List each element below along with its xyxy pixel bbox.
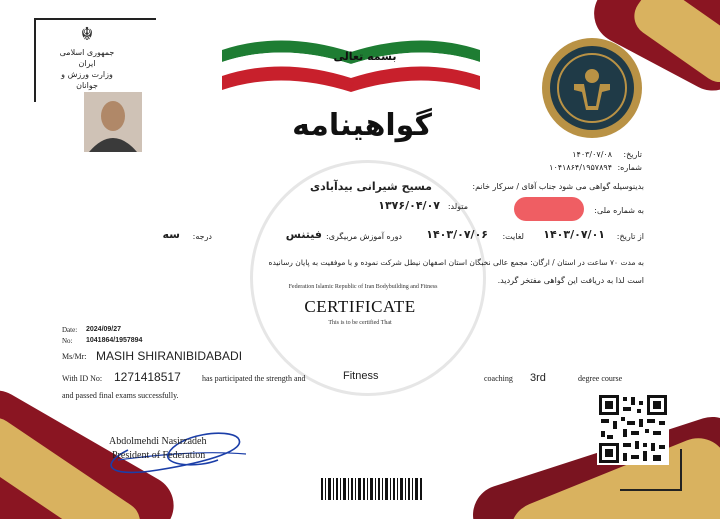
fa-recipient-label: بدینوسیله گواهی می شود جناب آقای / سرکار خانم:: [472, 182, 644, 191]
en-coaching: coaching: [484, 374, 513, 383]
fa-recipient-name: مسیح شیرانی بیدآبادی: [310, 180, 432, 193]
qr-code: [597, 393, 669, 465]
president-name: Abdolmehdi Nasirzadeh: [109, 436, 207, 447]
fa-course-value: فیتنس: [285, 228, 322, 241]
en-name-value: MASIH SHIRANIBIDABADI: [96, 349, 243, 363]
en-id-value: 1271418517: [114, 370, 181, 384]
en-date-value: 2024/09/27: [86, 326, 122, 333]
title-persian: گواهینامه: [292, 108, 432, 143]
fa-date-label: تاریخ:: [623, 150, 642, 159]
ministry-line1: جمهوری اسلامی ایران: [59, 48, 115, 68]
en-no-label: No:: [62, 337, 73, 345]
fa-grade-value: سه: [162, 228, 180, 241]
federation-seal: [542, 38, 642, 138]
bodybuilder-logo-icon: [550, 46, 634, 130]
en-participated: has participated the strength and: [202, 374, 306, 383]
iran-emblem-icon: ☬: [80, 24, 94, 45]
ministry-line2: وزارت ورزش و جوانان: [61, 70, 113, 90]
en-no-value: 1041864/1957894: [86, 337, 143, 344]
certificate-title: CERTIFICATE: [304, 297, 416, 316]
fa-number-value: ۱۰۴۱۸۶۴/۱۹۵۷۸۹۴: [549, 163, 612, 172]
president-title: President of Federation: [112, 450, 206, 461]
seal-inner: [550, 46, 634, 130]
fa-body-text: به مدت ۷۰ ساعت در استان / ارگان: مجمع عالی نخبگان استان اصفهان نیطل شرکت نموده و با موفقیت به پایان رسانیده: [268, 258, 644, 267]
en-date-label: Date:: [62, 326, 78, 334]
en-degree-course: degree course: [578, 374, 623, 383]
fa-course-label: دوره آموزش مربیگری:: [326, 232, 402, 241]
federation-line: Federation Islamic Republic of Iran Bodybuilding and Fitness: [288, 284, 438, 290]
fa-grade-label: درجه:: [192, 232, 212, 241]
fa-to-label: لغایت:: [502, 232, 524, 241]
fa-number-label: شماره:: [617, 163, 642, 172]
certificate-subtitle: This is to be certified That: [328, 320, 392, 326]
svg-text:☬: ☬: [347, 80, 355, 91]
fa-date-value: ۱۴۰۳/۰۷/۰۸: [572, 150, 612, 159]
federation-watermark: [250, 160, 486, 396]
fa-closing-text: است لذا به دریافت این گواهی مفتخر گردید.: [497, 276, 644, 285]
en-passed: and passed final exams successfully.: [62, 391, 179, 400]
iran-flag-ribbon: [222, 30, 480, 112]
fa-to-value: ۱۴۰۳/۰۷/۰۶: [426, 228, 488, 241]
fa-birthdate-label: متولد:: [447, 202, 468, 211]
en-id-label: With ID No:: [62, 374, 103, 383]
basmala: بسمه تعالی: [333, 50, 397, 63]
fa-from-value: ۱۴۰۳/۰۷/۰۱: [543, 228, 605, 241]
ministry-header: [52, 26, 122, 91]
fa-from-label: از تاریخ:: [616, 232, 644, 241]
redaction-mark: [514, 197, 584, 221]
holder-photo: [84, 92, 142, 152]
en-degree: 3rd: [530, 372, 546, 384]
barcode: [321, 478, 423, 500]
fa-id-label: به شماره ملی:: [594, 206, 644, 215]
person-silhouette-icon: [84, 92, 142, 152]
fa-birthdate-value: ۱۳۷۶/۰۴/۰۷: [378, 199, 440, 212]
en-discipline: Fitness: [343, 370, 379, 382]
en-name-label: Ms/Mr:: [62, 352, 87, 361]
